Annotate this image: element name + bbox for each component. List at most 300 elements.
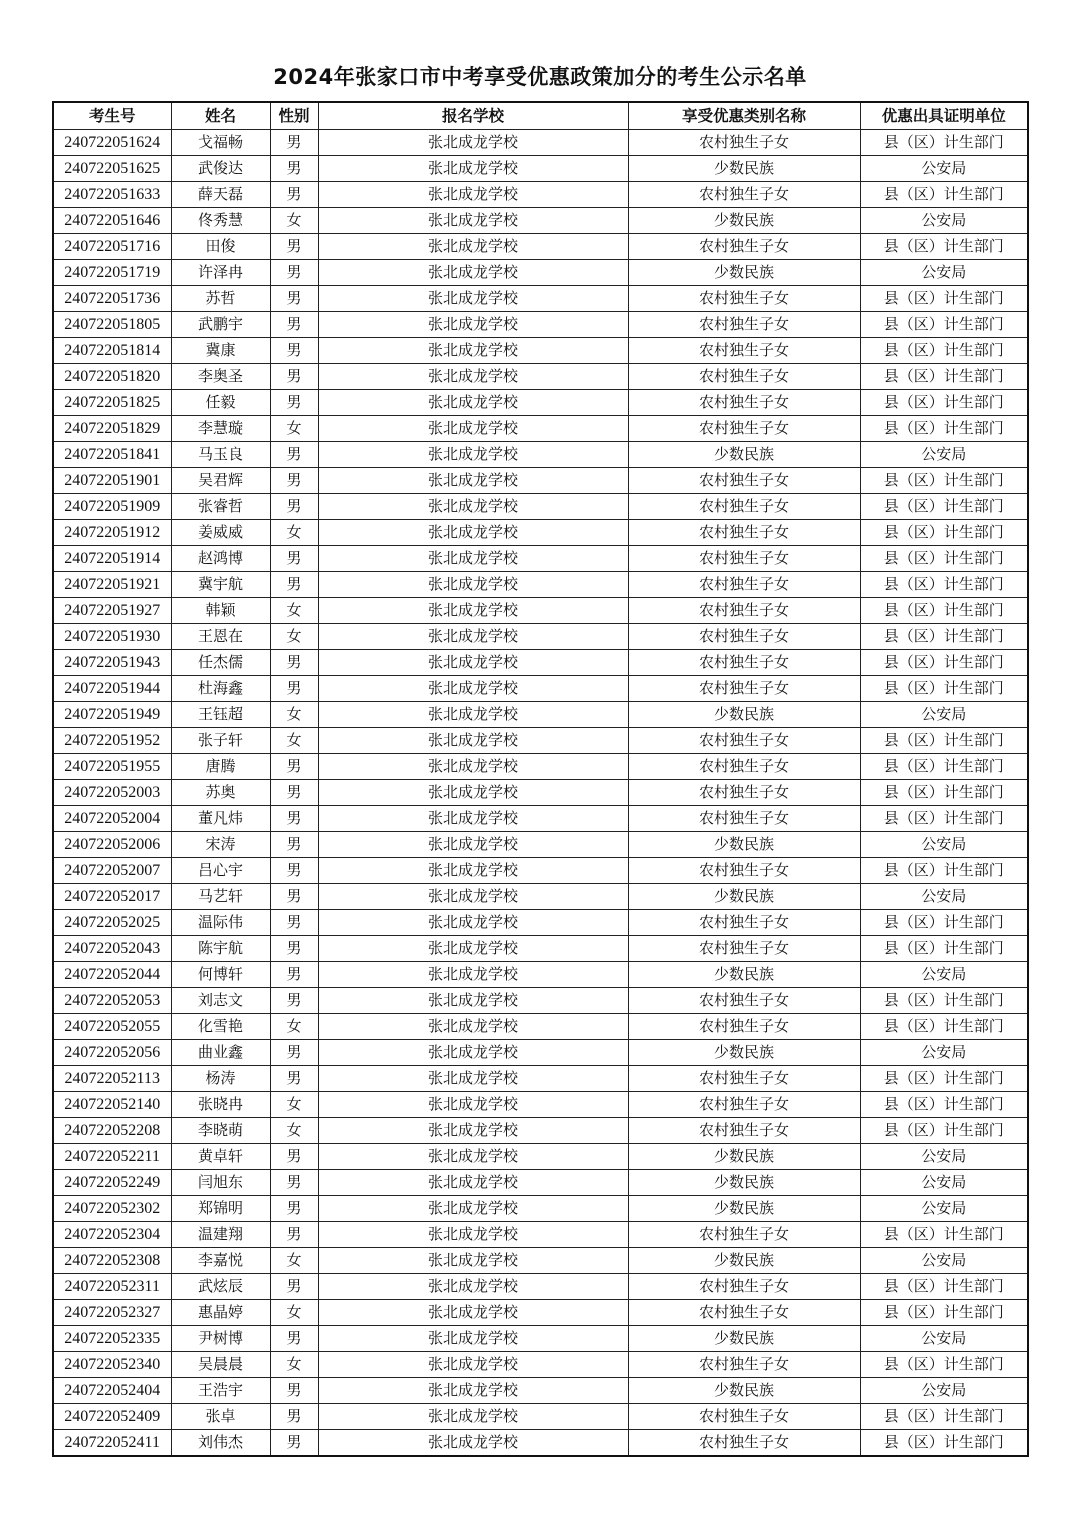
header-name: 姓名 — [171, 102, 270, 130]
cell-name: 何博轩 — [171, 962, 270, 988]
cell-category: 农村独生子女 — [628, 520, 860, 546]
cell-category: 农村独生子女 — [628, 650, 860, 676]
cell-school: 张北成龙学校 — [318, 468, 628, 494]
cell-gender: 男 — [270, 1144, 318, 1170]
cell-gender: 男 — [270, 754, 318, 780]
cell-category: 农村独生子女 — [628, 676, 860, 702]
cell-exam-id: 240722051736 — [53, 286, 171, 312]
cell-name: 武炫辰 — [171, 1274, 270, 1300]
cell-exam-id: 240722052308 — [53, 1248, 171, 1274]
table-row — [53, 312, 1028, 338]
cell-category: 农村独生子女 — [628, 1300, 860, 1326]
cell-school: 张北成龙学校 — [318, 494, 628, 520]
table-row — [53, 364, 1028, 390]
cell-gender: 男 — [270, 1066, 318, 1092]
cell-exam-id: 240722051820 — [53, 364, 171, 390]
cell-category: 农村独生子女 — [628, 1274, 860, 1300]
cell-issuer: 公安局 — [860, 156, 1028, 182]
cell-gender: 男 — [270, 130, 318, 156]
cell-gender: 男 — [270, 962, 318, 988]
cell-name: 杜海鑫 — [171, 676, 270, 702]
cell-school: 张北成龙学校 — [318, 572, 628, 598]
cell-category: 农村独生子女 — [628, 312, 860, 338]
cell-name: 苏奥 — [171, 780, 270, 806]
cell-gender: 男 — [270, 806, 318, 832]
cell-name: 赵鸿博 — [171, 546, 270, 572]
cell-exam-id: 240722051624 — [53, 130, 171, 156]
cell-issuer: 县（区）计生部门 — [860, 520, 1028, 546]
cell-school: 张北成龙学校 — [318, 1170, 628, 1196]
cell-exam-id: 240722051949 — [53, 702, 171, 728]
cell-name: 吴君辉 — [171, 468, 270, 494]
cell-exam-id: 240722052025 — [53, 910, 171, 936]
cell-category: 少数民族 — [628, 442, 860, 468]
table-row — [53, 442, 1028, 468]
cell-name: 武俊达 — [171, 156, 270, 182]
cell-issuer: 县（区）计生部门 — [860, 1300, 1028, 1326]
cell-category: 农村独生子女 — [628, 780, 860, 806]
cell-issuer: 县（区）计生部门 — [860, 468, 1028, 494]
cell-exam-id: 240722052409 — [53, 1404, 171, 1430]
cell-gender: 女 — [270, 1118, 318, 1144]
cell-category: 农村独生子女 — [628, 182, 860, 208]
cell-exam-id: 240722051909 — [53, 494, 171, 520]
cell-exam-id: 240722052055 — [53, 1014, 171, 1040]
cell-exam-id: 240722051944 — [53, 676, 171, 702]
cell-school: 张北成龙学校 — [318, 1430, 628, 1457]
cell-issuer: 县（区）计生部门 — [860, 286, 1028, 312]
cell-category: 农村独生子女 — [628, 988, 860, 1014]
cell-exam-id: 240722052003 — [53, 780, 171, 806]
cell-gender: 女 — [270, 1248, 318, 1274]
cell-school: 张北成龙学校 — [318, 702, 628, 728]
cell-school: 张北成龙学校 — [318, 520, 628, 546]
cell-issuer: 县（区）计生部门 — [860, 598, 1028, 624]
cell-name: 任毅 — [171, 390, 270, 416]
table-row — [53, 806, 1028, 832]
cell-category: 农村独生子女 — [628, 728, 860, 754]
table-row — [53, 962, 1028, 988]
table-row — [53, 754, 1028, 780]
cell-issuer: 公安局 — [860, 1040, 1028, 1066]
cell-gender: 男 — [270, 312, 318, 338]
cell-school: 张北成龙学校 — [318, 780, 628, 806]
cell-name: 黄卓轩 — [171, 1144, 270, 1170]
cell-name: 宋涛 — [171, 832, 270, 858]
header-exam-id: 考生号 — [53, 102, 171, 130]
cell-category: 农村独生子女 — [628, 910, 860, 936]
cell-gender: 女 — [270, 702, 318, 728]
cell-category: 农村独生子女 — [628, 286, 860, 312]
cell-school: 张北成龙学校 — [318, 910, 628, 936]
table-row — [53, 1196, 1028, 1222]
cell-category: 少数民族 — [628, 962, 860, 988]
cell-issuer: 公安局 — [860, 884, 1028, 910]
cell-issuer: 县（区）计生部门 — [860, 754, 1028, 780]
cell-name: 李慧璇 — [171, 416, 270, 442]
cell-gender: 男 — [270, 676, 318, 702]
cell-school: 张北成龙学校 — [318, 936, 628, 962]
cell-exam-id: 240722052004 — [53, 806, 171, 832]
cell-gender: 男 — [270, 390, 318, 416]
cell-issuer: 公安局 — [860, 1196, 1028, 1222]
cell-school: 张北成龙学校 — [318, 390, 628, 416]
cell-gender: 男 — [270, 260, 318, 286]
cell-exam-id: 240722051930 — [53, 624, 171, 650]
cell-gender: 女 — [270, 1014, 318, 1040]
cell-school: 张北成龙学校 — [318, 650, 628, 676]
cell-school: 张北成龙学校 — [318, 1274, 628, 1300]
cell-name: 尹树博 — [171, 1326, 270, 1352]
cell-school: 张北成龙学校 — [318, 286, 628, 312]
cell-school: 张北成龙学校 — [318, 1040, 628, 1066]
cell-gender: 男 — [270, 936, 318, 962]
table-row — [53, 1378, 1028, 1404]
cell-exam-id: 240722051716 — [53, 234, 171, 260]
cell-gender: 女 — [270, 1092, 318, 1118]
cell-exam-id: 240722051633 — [53, 182, 171, 208]
cell-category: 农村独生子女 — [628, 416, 860, 442]
cell-gender: 女 — [270, 598, 318, 624]
cell-name: 马玉良 — [171, 442, 270, 468]
cell-category: 少数民族 — [628, 1196, 860, 1222]
table-row — [53, 1118, 1028, 1144]
table-row — [53, 1222, 1028, 1248]
header-issuer: 优惠出具证明单位 — [860, 102, 1028, 130]
cell-name: 郑锦明 — [171, 1196, 270, 1222]
cell-category: 农村独生子女 — [628, 1352, 860, 1378]
cell-school: 张北成龙学校 — [318, 1196, 628, 1222]
cell-gender: 男 — [270, 286, 318, 312]
cell-issuer: 县（区）计生部门 — [860, 858, 1028, 884]
cell-category: 农村独生子女 — [628, 858, 860, 884]
cell-category: 少数民族 — [628, 1170, 860, 1196]
cell-issuer: 县（区）计生部门 — [860, 572, 1028, 598]
cell-school: 张北成龙学校 — [318, 208, 628, 234]
cell-gender: 男 — [270, 494, 318, 520]
cell-gender: 男 — [270, 1274, 318, 1300]
table-row — [53, 468, 1028, 494]
cell-gender: 男 — [270, 338, 318, 364]
cell-name: 佟秀慧 — [171, 208, 270, 234]
cell-issuer: 县（区）计生部门 — [860, 650, 1028, 676]
cell-gender: 男 — [270, 234, 318, 260]
cell-gender: 女 — [270, 1352, 318, 1378]
cell-school: 张北成龙学校 — [318, 130, 628, 156]
cell-issuer: 县（区）计生部门 — [860, 234, 1028, 260]
table-row — [53, 1274, 1028, 1300]
cell-issuer: 县（区）计生部门 — [860, 182, 1028, 208]
table-row — [53, 936, 1028, 962]
table-row — [53, 676, 1028, 702]
cell-category: 农村独生子女 — [628, 234, 860, 260]
cell-exam-id: 240722051646 — [53, 208, 171, 234]
table-row — [53, 1300, 1028, 1326]
cell-exam-id: 240722052053 — [53, 988, 171, 1014]
cell-gender: 男 — [270, 182, 318, 208]
cell-name: 王恩在 — [171, 624, 270, 650]
cell-category: 农村独生子女 — [628, 1404, 860, 1430]
cell-name: 张子轩 — [171, 728, 270, 754]
table-row — [53, 650, 1028, 676]
cell-school: 张北成龙学校 — [318, 546, 628, 572]
cell-name: 闫旭东 — [171, 1170, 270, 1196]
table-row — [53, 1144, 1028, 1170]
cell-issuer: 公安局 — [860, 832, 1028, 858]
cell-school: 张北成龙学校 — [318, 1118, 628, 1144]
cell-gender: 女 — [270, 1300, 318, 1326]
cell-gender: 男 — [270, 884, 318, 910]
cell-category: 农村独生子女 — [628, 468, 860, 494]
cell-exam-id: 240722052017 — [53, 884, 171, 910]
cell-name: 冀康 — [171, 338, 270, 364]
cell-category: 农村独生子女 — [628, 1430, 860, 1457]
cell-gender: 男 — [270, 546, 318, 572]
cell-school: 张北成龙学校 — [318, 884, 628, 910]
cell-issuer: 公安局 — [860, 1326, 1028, 1352]
table-row — [53, 1404, 1028, 1430]
cell-exam-id: 240722051952 — [53, 728, 171, 754]
cell-exam-id: 240722052044 — [53, 962, 171, 988]
cell-name: 王浩宇 — [171, 1378, 270, 1404]
cell-exam-id: 240722051912 — [53, 520, 171, 546]
cell-issuer: 县（区）计生部门 — [860, 1092, 1028, 1118]
cell-name: 化雪艳 — [171, 1014, 270, 1040]
cell-school: 张北成龙学校 — [318, 1248, 628, 1274]
table-row — [53, 910, 1028, 936]
table-row — [53, 234, 1028, 260]
cell-exam-id: 240722051841 — [53, 442, 171, 468]
cell-exam-id: 240722052411 — [53, 1430, 171, 1457]
cell-school: 张北成龙学校 — [318, 832, 628, 858]
cell-name: 惠晶婷 — [171, 1300, 270, 1326]
cell-name: 许泽冉 — [171, 260, 270, 286]
candidate-table — [52, 101, 1029, 1457]
table-row — [53, 624, 1028, 650]
cell-name: 杨涛 — [171, 1066, 270, 1092]
cell-exam-id: 240722052340 — [53, 1352, 171, 1378]
cell-gender: 男 — [270, 1222, 318, 1248]
cell-exam-id: 240722052113 — [53, 1066, 171, 1092]
table-row — [53, 546, 1028, 572]
table-row — [53, 780, 1028, 806]
cell-exam-id: 240722052140 — [53, 1092, 171, 1118]
table-row — [53, 1092, 1028, 1118]
cell-category: 农村独生子女 — [628, 130, 860, 156]
cell-category: 少数民族 — [628, 260, 860, 286]
cell-name: 吕心宇 — [171, 858, 270, 884]
cell-issuer: 县（区）计生部门 — [860, 806, 1028, 832]
cell-school: 张北成龙学校 — [318, 1378, 628, 1404]
cell-school: 张北成龙学校 — [318, 1144, 628, 1170]
table-row — [53, 1352, 1028, 1378]
cell-exam-id: 240722052211 — [53, 1144, 171, 1170]
table-row — [53, 1040, 1028, 1066]
header-gender: 性别 — [270, 102, 318, 130]
cell-school: 张北成龙学校 — [318, 156, 628, 182]
cell-name: 吴晨晨 — [171, 1352, 270, 1378]
cell-issuer: 县（区）计生部门 — [860, 1404, 1028, 1430]
cell-issuer: 县（区）计生部门 — [860, 676, 1028, 702]
cell-category: 少数民族 — [628, 1326, 860, 1352]
cell-category: 农村独生子女 — [628, 338, 860, 364]
cell-school: 张北成龙学校 — [318, 1014, 628, 1040]
cell-issuer: 县（区）计生部门 — [860, 1352, 1028, 1378]
cell-issuer: 公安局 — [860, 208, 1028, 234]
cell-school: 张北成龙学校 — [318, 1222, 628, 1248]
cell-exam-id: 240722051719 — [53, 260, 171, 286]
cell-issuer: 县（区）计生部门 — [860, 988, 1028, 1014]
table-row — [53, 702, 1028, 728]
cell-exam-id: 240722051805 — [53, 312, 171, 338]
cell-gender: 男 — [270, 442, 318, 468]
table-header — [53, 102, 1028, 130]
cell-issuer: 公安局 — [860, 1248, 1028, 1274]
cell-name: 田俊 — [171, 234, 270, 260]
table-row — [53, 494, 1028, 520]
cell-exam-id: 240722052302 — [53, 1196, 171, 1222]
cell-name: 李晓萌 — [171, 1118, 270, 1144]
table-row — [53, 884, 1028, 910]
cell-category: 农村独生子女 — [628, 1066, 860, 1092]
cell-gender: 男 — [270, 832, 318, 858]
cell-exam-id: 240722051825 — [53, 390, 171, 416]
cell-gender: 男 — [270, 1196, 318, 1222]
cell-name: 马艺轩 — [171, 884, 270, 910]
cell-exam-id: 240722052006 — [53, 832, 171, 858]
cell-school: 张北成龙学校 — [318, 338, 628, 364]
table-row — [53, 338, 1028, 364]
cell-school: 张北成龙学校 — [318, 858, 628, 884]
cell-category: 农村独生子女 — [628, 390, 860, 416]
cell-exam-id: 240722051921 — [53, 572, 171, 598]
cell-school: 张北成龙学校 — [318, 962, 628, 988]
cell-school: 张北成龙学校 — [318, 416, 628, 442]
table-row — [53, 832, 1028, 858]
cell-gender: 女 — [270, 208, 318, 234]
cell-school: 张北成龙学校 — [318, 1326, 628, 1352]
cell-category: 农村独生子女 — [628, 546, 860, 572]
cell-category: 少数民族 — [628, 1378, 860, 1404]
cell-school: 张北成龙学校 — [318, 364, 628, 390]
cell-exam-id: 240722052335 — [53, 1326, 171, 1352]
cell-name: 刘志文 — [171, 988, 270, 1014]
cell-exam-id: 240722052043 — [53, 936, 171, 962]
cell-name: 戈福畅 — [171, 130, 270, 156]
cell-name: 董凡炜 — [171, 806, 270, 832]
cell-exam-id: 240722051625 — [53, 156, 171, 182]
cell-category: 农村独生子女 — [628, 936, 860, 962]
cell-category: 农村独生子女 — [628, 1222, 860, 1248]
cell-school: 张北成龙学校 — [318, 312, 628, 338]
cell-issuer: 县（区）计生部门 — [860, 338, 1028, 364]
cell-name: 张晓冉 — [171, 1092, 270, 1118]
cell-school: 张北成龙学校 — [318, 182, 628, 208]
cell-issuer: 县（区）计生部门 — [860, 546, 1028, 572]
cell-gender: 男 — [270, 156, 318, 182]
cell-issuer: 县（区）计生部门 — [860, 1066, 1028, 1092]
cell-name: 李嘉悦 — [171, 1248, 270, 1274]
cell-category: 少数民族 — [628, 1144, 860, 1170]
cell-category: 少数民族 — [628, 208, 860, 234]
cell-exam-id: 240722051901 — [53, 468, 171, 494]
table-row — [53, 728, 1028, 754]
cell-school: 张北成龙学校 — [318, 598, 628, 624]
table-row — [53, 156, 1028, 182]
cell-gender: 男 — [270, 1326, 318, 1352]
cell-category: 农村独生子女 — [628, 1118, 860, 1144]
cell-name: 陈宇航 — [171, 936, 270, 962]
cell-gender: 女 — [270, 728, 318, 754]
cell-category: 少数民族 — [628, 832, 860, 858]
cell-category: 少数民族 — [628, 702, 860, 728]
table-row — [53, 520, 1028, 546]
cell-category: 少数民族 — [628, 1248, 860, 1274]
table-row — [53, 988, 1028, 1014]
cell-category: 农村独生子女 — [628, 754, 860, 780]
cell-issuer: 县（区）计生部门 — [860, 416, 1028, 442]
cell-name: 王钰超 — [171, 702, 270, 728]
cell-issuer: 县（区）计生部门 — [860, 1430, 1028, 1457]
cell-name: 韩颖 — [171, 598, 270, 624]
cell-issuer: 县（区）计生部门 — [860, 494, 1028, 520]
cell-category: 农村独生子女 — [628, 364, 860, 390]
cell-gender: 男 — [270, 572, 318, 598]
cell-name: 李奥圣 — [171, 364, 270, 390]
cell-issuer: 县（区）计生部门 — [860, 1118, 1028, 1144]
cell-issuer: 县（区）计生部门 — [860, 1222, 1028, 1248]
cell-name: 冀宇航 — [171, 572, 270, 598]
cell-name: 苏哲 — [171, 286, 270, 312]
cell-gender: 男 — [270, 1404, 318, 1430]
table-row — [53, 182, 1028, 208]
header-school: 报名学校 — [318, 102, 628, 130]
cell-gender: 男 — [270, 910, 318, 936]
cell-issuer: 公安局 — [860, 1378, 1028, 1404]
cell-issuer: 县（区）计生部门 — [860, 728, 1028, 754]
cell-issuer: 公安局 — [860, 1144, 1028, 1170]
cell-name: 温际伟 — [171, 910, 270, 936]
cell-school: 张北成龙学校 — [318, 754, 628, 780]
cell-gender: 男 — [270, 650, 318, 676]
cell-exam-id: 240722052304 — [53, 1222, 171, 1248]
table-row — [53, 598, 1028, 624]
cell-school: 张北成龙学校 — [318, 806, 628, 832]
cell-exam-id: 240722052327 — [53, 1300, 171, 1326]
cell-school: 张北成龙学校 — [318, 1352, 628, 1378]
cell-issuer: 县（区）计生部门 — [860, 624, 1028, 650]
cell-name: 武鹏宇 — [171, 312, 270, 338]
cell-exam-id: 240722051927 — [53, 598, 171, 624]
cell-gender: 女 — [270, 624, 318, 650]
cell-category: 农村独生子女 — [628, 624, 860, 650]
cell-category: 农村独生子女 — [628, 1014, 860, 1040]
cell-exam-id: 240722051943 — [53, 650, 171, 676]
table-row — [53, 572, 1028, 598]
cell-issuer: 县（区）计生部门 — [860, 312, 1028, 338]
cell-school: 张北成龙学校 — [318, 1300, 628, 1326]
cell-category: 农村独生子女 — [628, 598, 860, 624]
cell-issuer: 县（区）计生部门 — [860, 390, 1028, 416]
cell-school: 张北成龙学校 — [318, 234, 628, 260]
table-row — [53, 260, 1028, 286]
cell-name: 温建翔 — [171, 1222, 270, 1248]
cell-gender: 男 — [270, 1040, 318, 1066]
cell-issuer: 县（区）计生部门 — [860, 780, 1028, 806]
cell-school: 张北成龙学校 — [318, 988, 628, 1014]
cell-exam-id: 240722052056 — [53, 1040, 171, 1066]
table-body — [53, 130, 1028, 1457]
